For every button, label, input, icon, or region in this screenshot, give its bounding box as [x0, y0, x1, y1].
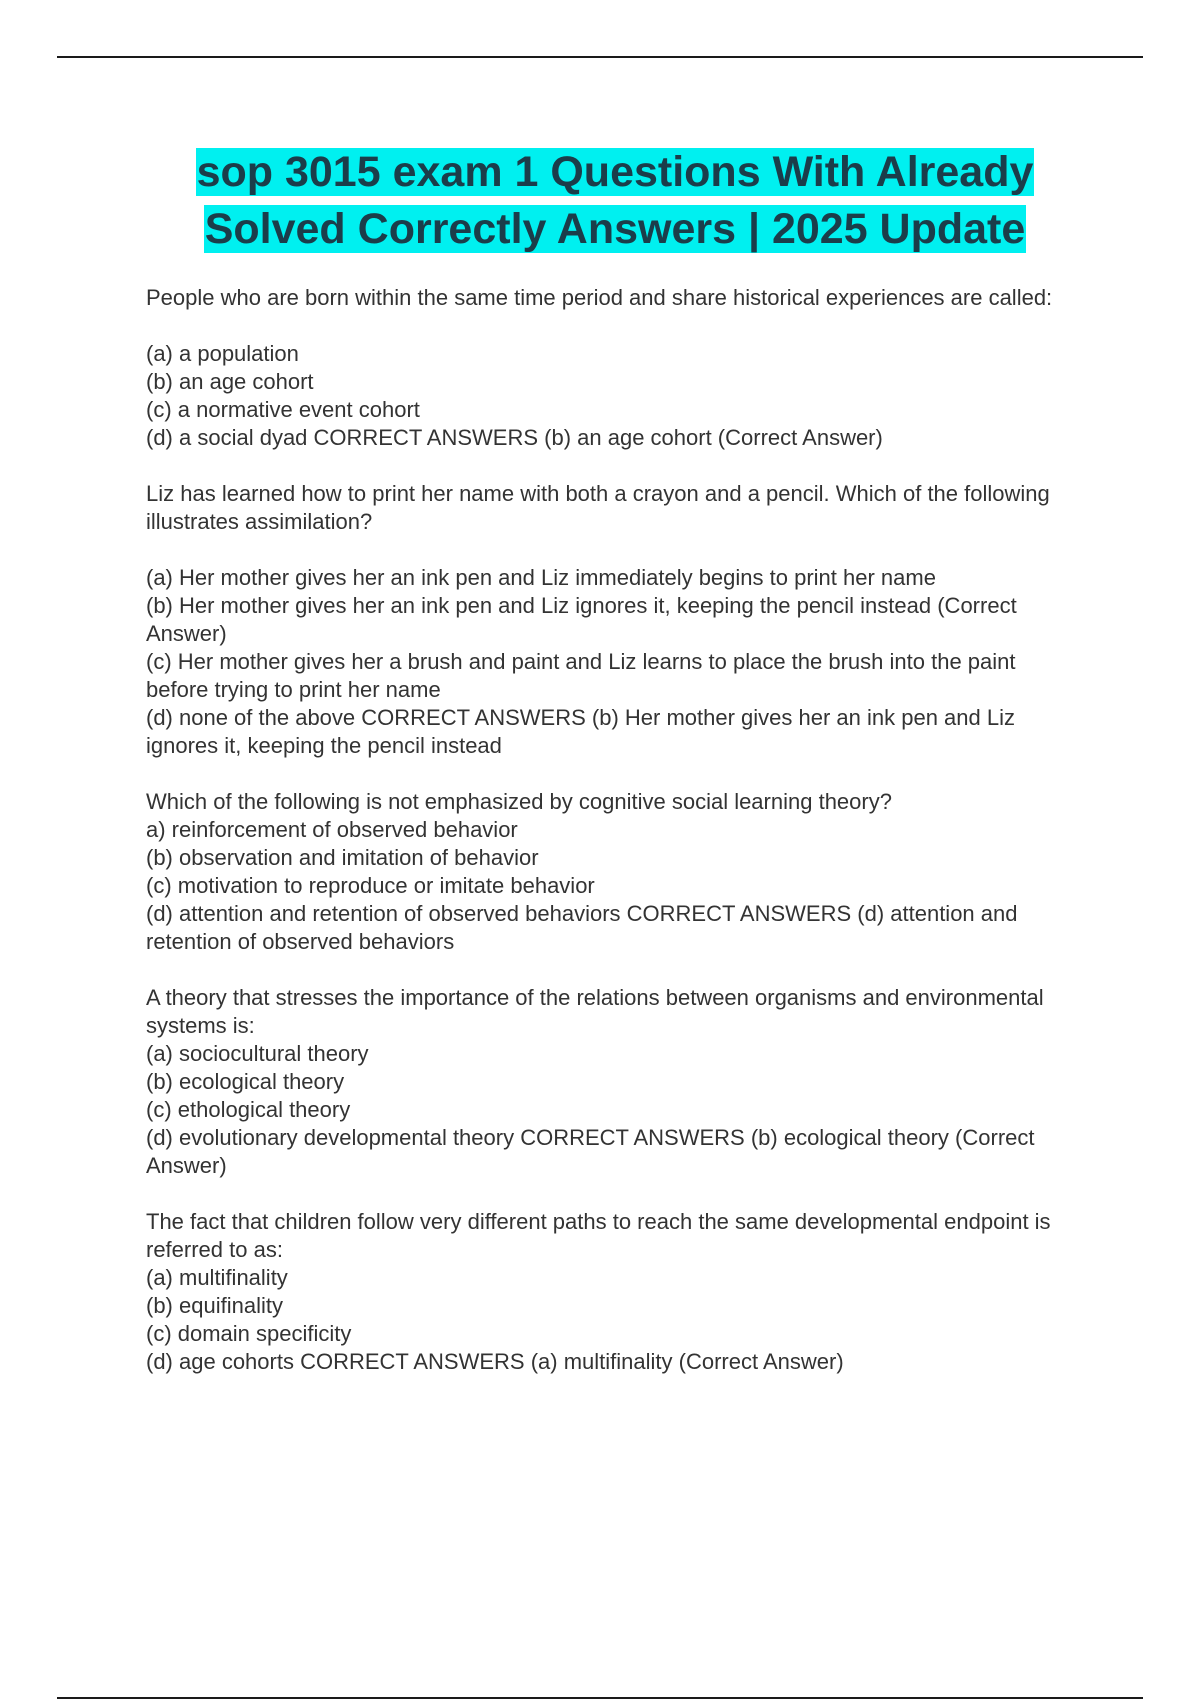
question-text: People who are born within the same time period and share historical experiences are called: [146, 285, 1053, 310]
answer-option: (d) evolutionary developmental theory CORRECT ANSWERS (b) ecological theory (Correct Answer) [146, 1125, 1035, 1178]
answer-option: (d) none of the above CORRECT ANSWERS (b) Her mother gives her an ink pen and Liz ignores it, keeping the pencil instead [146, 705, 1015, 758]
answer-option: (c) ethological theory [146, 1097, 351, 1122]
top-rule [57, 56, 1143, 58]
question-text: The fact that children follow very different paths to reach the same developmental endpoint is referred to as: [146, 1209, 1051, 1262]
answer-option: (c) motivation to reproduce or imitate behavior [146, 873, 595, 898]
answer-option: (b) Her mother gives her an ink pen and Liz ignores it, keeping the pencil instead (Correct Answer) [146, 593, 1017, 646]
question-block [146, 788, 1076, 956]
document-body [146, 284, 1076, 1404]
document-title-text: sop 3015 exam 1 Questions With Already Solved Correctly Answers | 2025 Update [196, 148, 1034, 253]
answer-option: a) reinforcement of observed behavior [146, 817, 518, 842]
answer-option: (c) domain specificity [146, 1321, 352, 1346]
document-title [140, 144, 1090, 258]
question-block [146, 1208, 1076, 1376]
question-text: Which of the following is not emphasized by cognitive social learning theory? [146, 789, 892, 814]
answer-option: (c) a normative event cohort [146, 397, 420, 422]
question-block [146, 284, 1076, 452]
question-text: A theory that stresses the importance of the relations between organisms and environmental systems is: [146, 985, 1044, 1038]
answer-option: (d) attention and retention of observed behaviors CORRECT ANSWERS (d) attention and retention of observed behaviors [146, 901, 1018, 954]
answer-option: (a) a population [146, 341, 299, 366]
answer-option: (d) age cohorts CORRECT ANSWERS (a) multifinality (Correct Answer) [146, 1349, 844, 1374]
bottom-rule [57, 1697, 1143, 1699]
answer-option: (d) a social dyad CORRECT ANSWERS (b) an age cohort (Correct Answer) [146, 425, 883, 450]
answer-option: (a) Her mother gives her an ink pen and Liz immediately begins to print her name [146, 565, 936, 590]
answer-option: (b) ecological theory [146, 1069, 345, 1094]
answer-option: (b) observation and imitation of behavior [146, 845, 539, 870]
question-block [146, 984, 1076, 1180]
answer-option: (c) Her mother gives her a brush and paint and Liz learns to place the brush into the paint before trying to print her name [146, 649, 1016, 702]
answer-option: (a) sociocultural theory [146, 1041, 369, 1066]
answer-option: (b) equifinality [146, 1293, 283, 1318]
answer-option: (a) multifinality [146, 1265, 288, 1290]
question-text: Liz has learned how to print her name with both a crayon and a pencil. Which of the following illustrates assimilation? [146, 481, 1050, 534]
question-block [146, 480, 1076, 760]
answer-option: (b) an age cohort [146, 369, 314, 394]
